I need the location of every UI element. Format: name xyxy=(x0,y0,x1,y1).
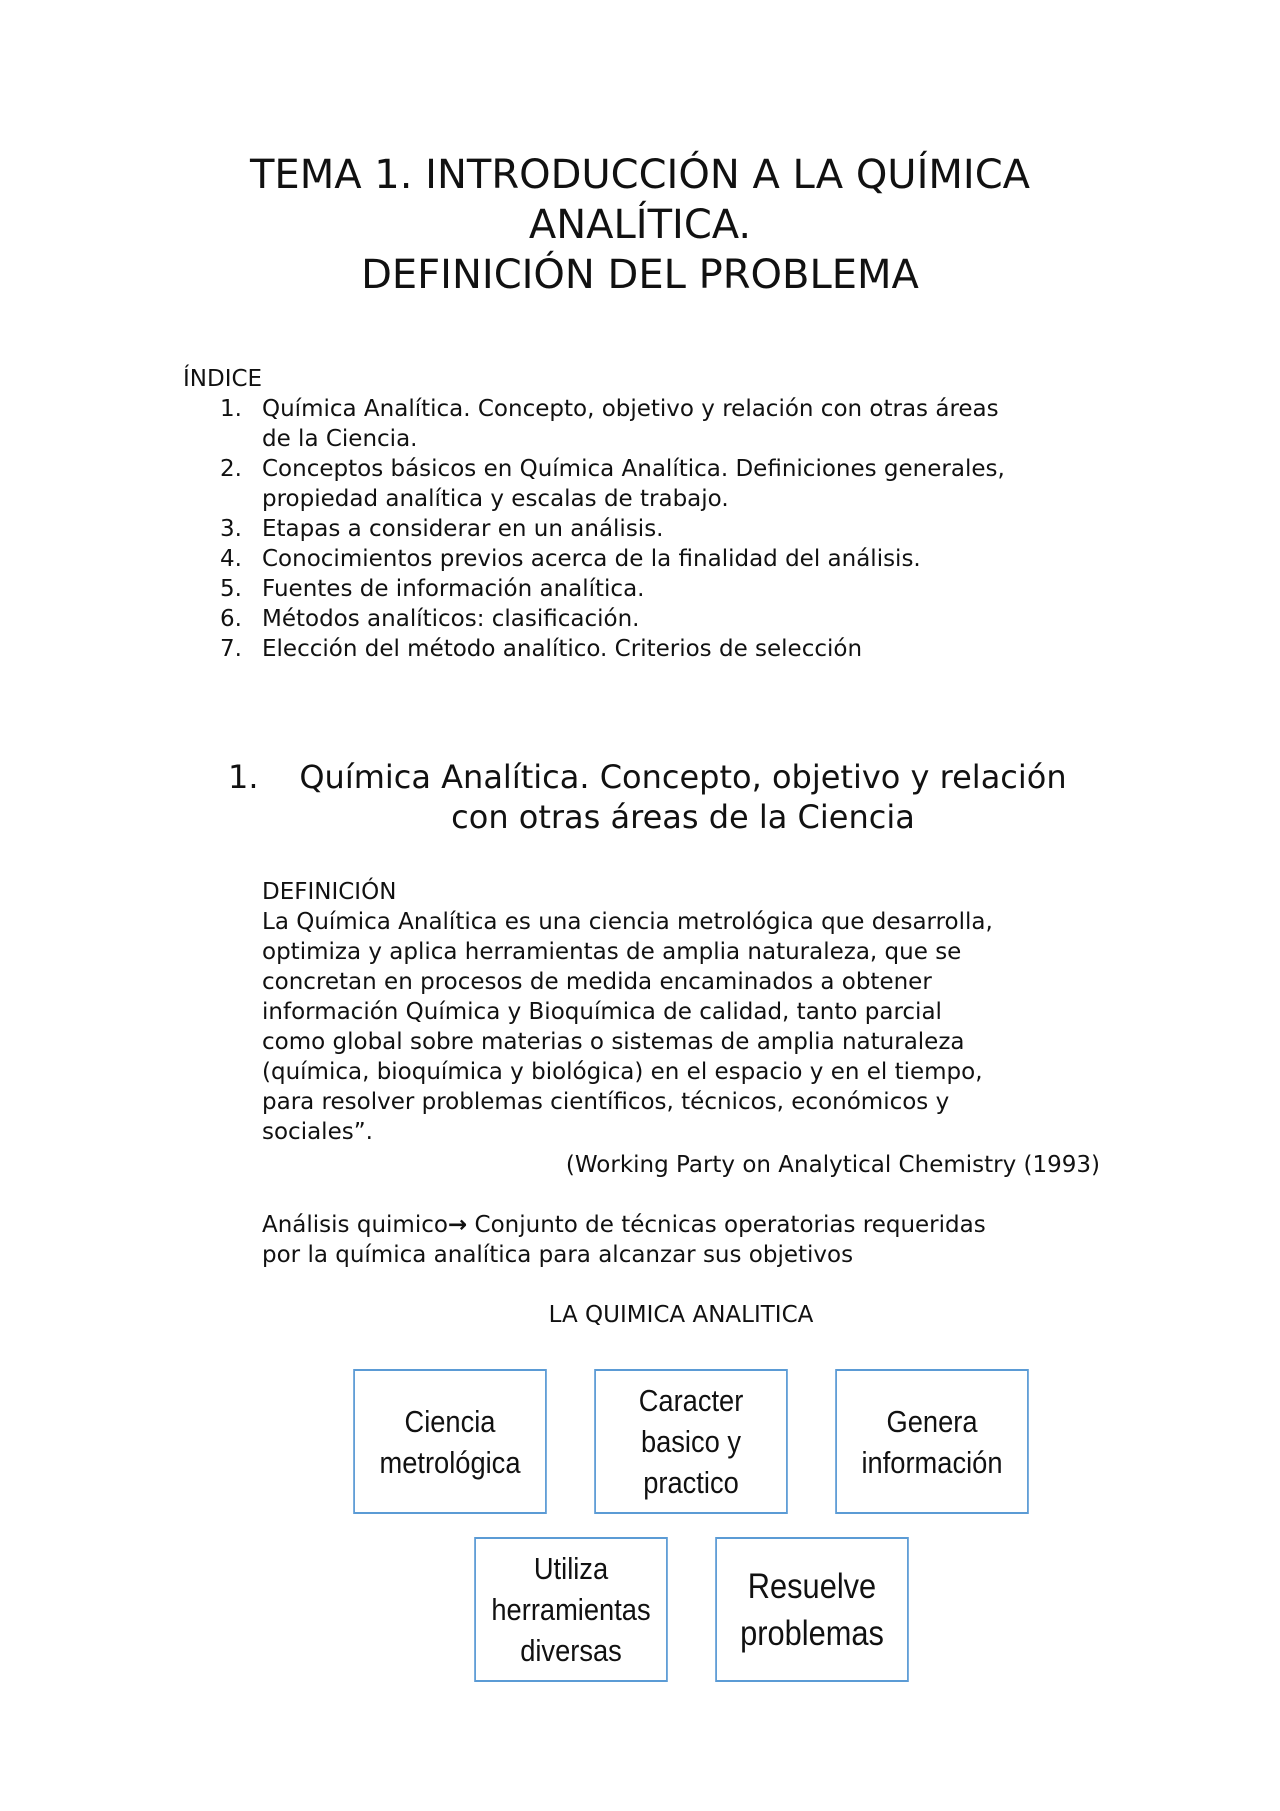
definition-label: DEFINICIÓN xyxy=(262,879,397,905)
index-item-line: propiedad analítica y escalas de trabajo. xyxy=(262,486,729,512)
definition-paragraph xyxy=(262,907,1122,1147)
index-item xyxy=(220,454,1120,514)
index-item-line: Conceptos básicos en Química Analítica. Definiciones generales, xyxy=(262,456,1005,482)
index-item-number: 1. xyxy=(220,396,242,422)
definition-line: concretan en procesos de medida encaminados a obtener xyxy=(262,969,932,995)
index-item-number: 4. xyxy=(220,546,242,572)
index-item-line: de la Ciencia. xyxy=(262,426,418,452)
index-item-line: Etapas a considerar en un análisis. xyxy=(262,516,664,542)
index-item xyxy=(220,514,1120,544)
title-line: TEMA 1. INTRODUCCIÓN A LA QUÍMICA xyxy=(250,152,1030,198)
section-heading-text xyxy=(220,757,1100,837)
definition-line: (química, bioquímica y biológica) en el espacio y en el tiempo, xyxy=(262,1059,983,1085)
analisis-text: por la química analítica para alcanzar sus objetivos xyxy=(262,1242,854,1268)
index-list xyxy=(220,394,1120,664)
diagram-box-caracter-basico: Caracter basico y practico xyxy=(594,1369,788,1514)
analisis-paragraph xyxy=(262,1210,1122,1270)
index-item xyxy=(220,604,1120,634)
index-item-number: 7. xyxy=(220,636,242,662)
title-line: ANALÍTICA. xyxy=(528,202,752,248)
definition-line: como global sobre materias o sistemas de amplia naturaleza xyxy=(262,1029,965,1055)
index-item xyxy=(220,574,1120,604)
index-item-line: Elección del método analítico. Criterios de selección xyxy=(262,636,863,662)
diagram-box-utiliza-herramientas: Utiliza herramientas diversas xyxy=(474,1537,668,1682)
index-label: ÍNDICE xyxy=(183,366,263,392)
citation: (Working Party on Analytical Chemistry (1993) xyxy=(565,1152,1100,1178)
title-line: DEFINICIÓN DEL PROBLEMA xyxy=(361,252,919,298)
index-item xyxy=(220,544,1120,574)
index-item xyxy=(220,394,1120,454)
diagram-box-genera-informacion: Genera información xyxy=(835,1369,1029,1514)
section-number: 1. xyxy=(228,758,259,796)
diagram-title: LA QUIMICA ANALITICA xyxy=(548,1302,814,1328)
section-heading-line: Química Analítica. Concepto, objetivo y relación xyxy=(299,758,1067,796)
index-item-line: Métodos analíticos: clasificación. xyxy=(262,606,640,632)
analisis-term: Análisis quimico xyxy=(262,1212,448,1238)
index-item-number: 6. xyxy=(220,606,242,632)
index-item-line: Química Analítica. Concepto, objetivo y relación con otras áreas xyxy=(262,396,999,422)
document-title xyxy=(140,150,1140,300)
diagram-box-ciencia-metrologica: Ciencia metrológica xyxy=(353,1369,547,1514)
diagram-box-resuelve-problemas: Resuelve problemas xyxy=(715,1537,909,1682)
definition-line: La Química Analítica es una ciencia metrológica que desarrolla, xyxy=(262,909,993,935)
section-heading xyxy=(220,757,1100,837)
index-item-line: Conocimientos previos acerca de la finalidad del análisis. xyxy=(262,546,921,572)
index-item xyxy=(220,634,1120,664)
definition-line: optimiza y aplica herramientas de amplia naturaleza, que se xyxy=(262,939,962,965)
definition-line: para resolver problemas científicos, técnicos, económicos y xyxy=(262,1089,950,1115)
analisis-text: Conjunto de técnicas operatorias requeridas xyxy=(467,1212,986,1238)
definition-line: sociales”. xyxy=(262,1119,373,1145)
index-item-line: Fuentes de información analítica. xyxy=(262,576,645,602)
index-item-number: 5. xyxy=(220,576,242,602)
definition-line: información Química y Bioquímica de calidad, tanto parcial xyxy=(262,999,942,1025)
section-heading-line: con otras áreas de la Ciencia xyxy=(451,798,915,836)
index-item-number: 2. xyxy=(220,456,242,482)
arrow-right-icon: → xyxy=(447,1212,468,1238)
index-item-number: 3. xyxy=(220,516,242,542)
